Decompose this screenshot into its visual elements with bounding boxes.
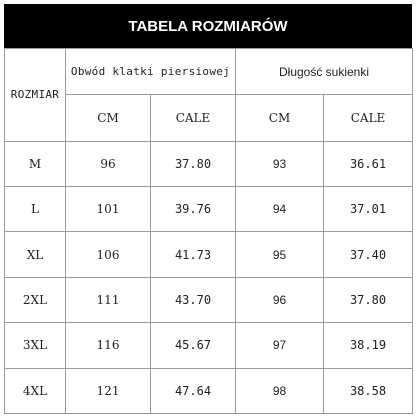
length-inch-cell: 36.61	[324, 141, 413, 186]
chest-inch-cell: 37.80	[151, 141, 236, 186]
chest-cm-cell: 116	[66, 323, 151, 368]
table-row	[5, 187, 413, 232]
header-row-groups	[5, 49, 413, 95]
chest-inch-cell: 47.64	[151, 368, 236, 413]
table-row	[5, 232, 413, 277]
chest-cm-cell: 121	[66, 368, 151, 413]
chest-cm-cell: 111	[66, 277, 151, 322]
chest-inch-cell: 39.76	[151, 187, 236, 232]
length-cm-header: CM	[236, 95, 324, 141]
size-cell: 2XL	[5, 277, 66, 322]
length-inch-cell: 38.58	[324, 368, 413, 413]
chest-inch-header: CALE	[151, 95, 236, 141]
chest-group-header: Obwód klatki piersiowej	[66, 49, 236, 95]
chest-cm-header: CM	[66, 95, 151, 141]
length-inch-cell: 37.01	[324, 187, 413, 232]
length-inch-header: CALE	[324, 95, 413, 141]
length-cm-cell: 97	[236, 323, 324, 368]
table-row	[5, 277, 413, 322]
chest-inch-cell: 45.67	[151, 323, 236, 368]
size-cell: 3XL	[5, 323, 66, 368]
size-cell: XL	[5, 232, 66, 277]
chest-inch-cell: 43.70	[151, 277, 236, 322]
length-cm-cell: 94	[236, 187, 324, 232]
length-cm-cell: 95	[236, 232, 324, 277]
header-row-units	[5, 95, 413, 141]
table-row	[5, 141, 413, 186]
size-cell: 4XL	[5, 368, 66, 413]
size-column-header: ROZMIAR	[5, 49, 66, 142]
length-cm-cell: 98	[236, 368, 324, 413]
length-inch-cell: 37.80	[324, 277, 413, 322]
size-cell: M	[5, 141, 66, 186]
length-cm-cell: 96	[236, 277, 324, 322]
size-cell: L	[5, 187, 66, 232]
length-inch-cell: 37.40	[324, 232, 413, 277]
chest-cm-cell: 106	[66, 232, 151, 277]
size-chart-table	[4, 48, 413, 414]
length-cm-cell: 93	[236, 141, 324, 186]
chest-cm-cell: 101	[66, 187, 151, 232]
length-group-header: Długość sukienki	[236, 49, 413, 95]
chest-cm-cell: 96	[66, 141, 151, 186]
table-row	[5, 323, 413, 368]
length-inch-cell: 38.19	[324, 323, 413, 368]
table-row	[5, 368, 413, 413]
chest-inch-cell: 41.73	[151, 232, 236, 277]
table-title: TABELA ROZMIARÓW	[4, 4, 412, 48]
